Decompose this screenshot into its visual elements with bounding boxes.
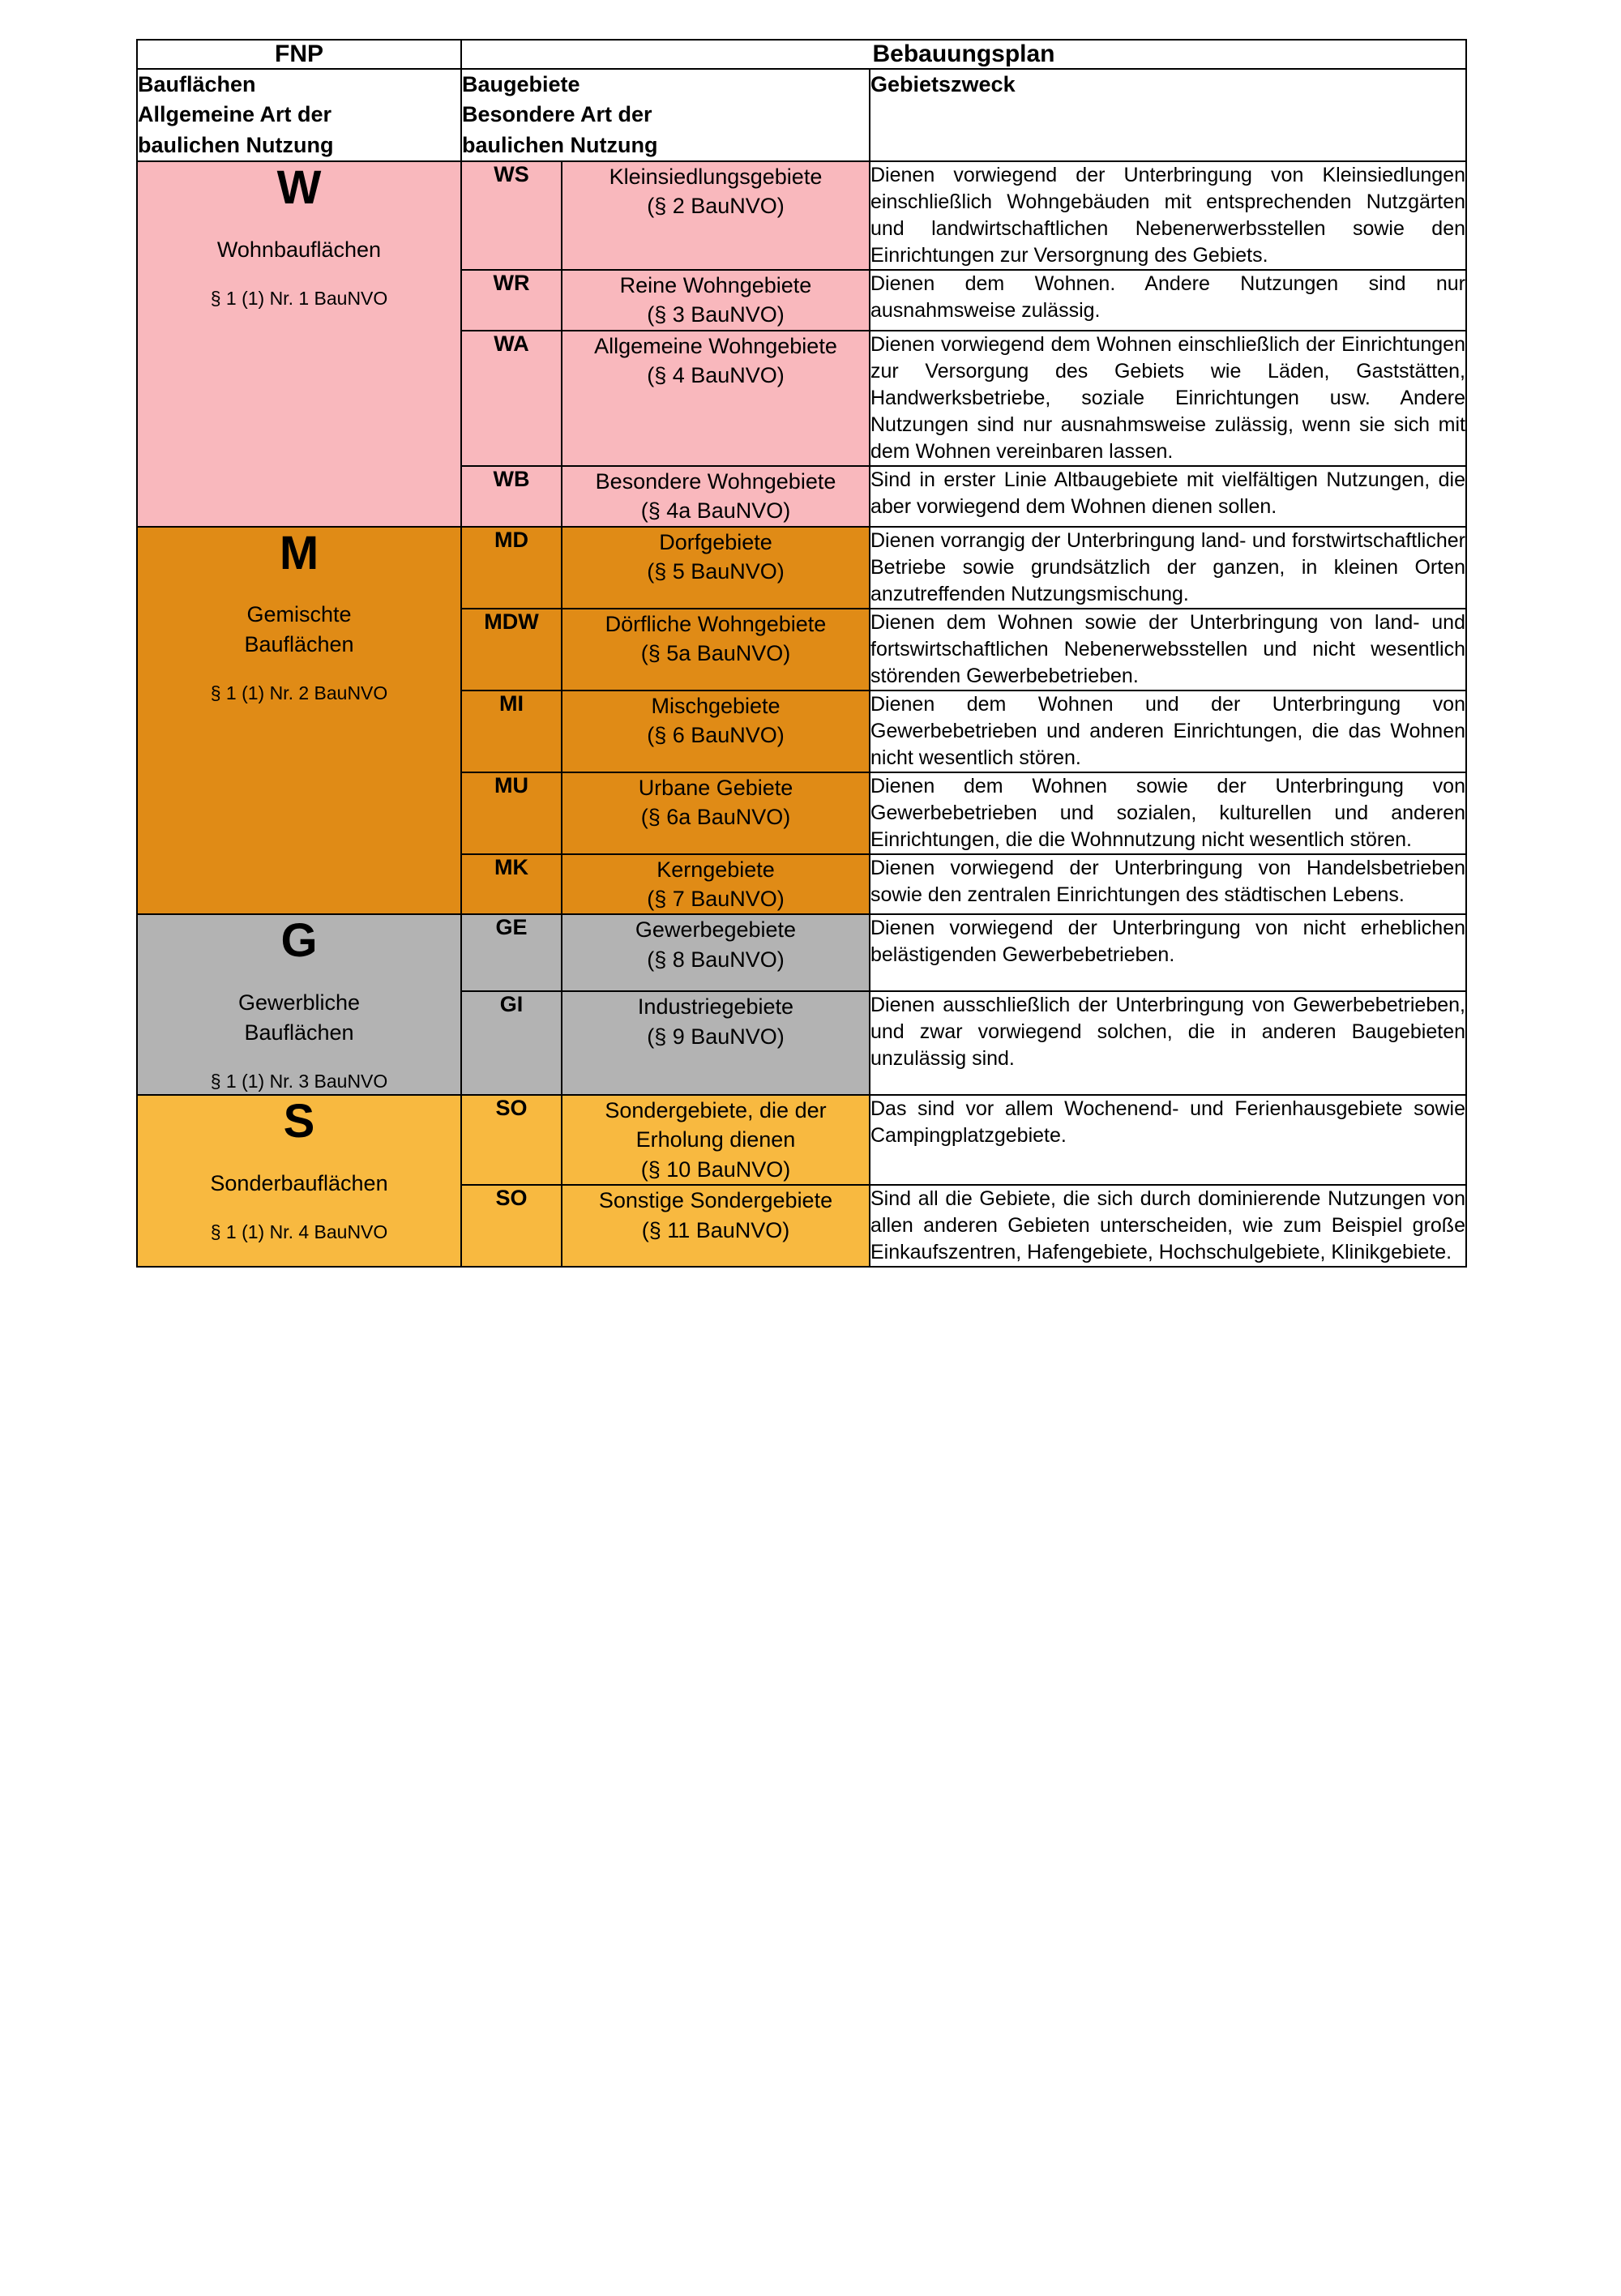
baugebiet-name-line1: Sondergebiete, die der	[605, 1097, 827, 1122]
fnp-letter-m: M	[279, 526, 319, 579]
baugebiet-abbr: WA	[461, 331, 562, 466]
baugebiet-purpose: Das sind vor allem Wochenend- und Ferienhausgebiete sowie Campingplatzgebiete.	[870, 1095, 1466, 1185]
baugebiet-name-line1: Allgemeine Wohngebiete	[594, 333, 837, 358]
baugebiet-name-line2: Erholung dienen	[635, 1127, 796, 1152]
baugebiet-name-line2: (§ 11 BauNVO)	[641, 1217, 790, 1242]
baugebiet-name	[562, 161, 870, 270]
fnp-category-g	[137, 914, 461, 1095]
table-row	[137, 527, 1466, 609]
baugebiet-name	[562, 1185, 870, 1267]
baugebiet-abbr: GE	[461, 914, 562, 991]
baugebiet-purpose: Dienen vorrangig der Unterbringung land- und forstwirtschaftlicher Betriebe sowie grundsätzlich der ganzen, in kleinen Orten anzutreffenden Nutzungsmischung.	[870, 527, 1466, 609]
baugebiet-name-line2: (§ 4a BauNVO)	[640, 498, 791, 524]
table-header-row-1	[137, 40, 1466, 69]
baugebiet-abbr: MD	[461, 527, 562, 609]
fnp-ref-s: § 1 (1) Nr. 4 BauNVO	[210, 1221, 388, 1243]
fnp-title-m-line2: Bauflächen	[244, 631, 354, 656]
table-header-row-2	[137, 69, 1466, 161]
baugebiet-abbr: SO	[461, 1095, 562, 1185]
baugebiet-purpose: Dienen vorwiegend der Unterbringung von nicht erheblichen belästigenden Gewerbebetrieben.	[870, 914, 1466, 991]
baugebiet-name-line1: Kleinsiedlungsgebiete	[609, 164, 823, 189]
fnp-title-g-line1: Gewerbliche	[237, 990, 361, 1015]
baugebiet-purpose: Dienen dem Wohnen und der Unterbringung von Gewerbebetrieben und anderen Einrichtungen, die das Wohnen nicht wesentlich stören.	[870, 691, 1466, 772]
fnp-letter-g: G	[280, 914, 318, 968]
header-bebauungsplan: Bebauungsplan	[461, 40, 1466, 69]
baugebiet-abbr: MK	[461, 854, 562, 915]
baugebiet-abbr: MDW	[461, 609, 562, 691]
baugebiet-abbr: WS	[461, 161, 562, 270]
baugebiet-name	[562, 1095, 870, 1185]
baugebiet-purpose: Dienen dem Wohnen. Andere Nutzungen sind nur ausnahmsweise zulässig.	[870, 270, 1466, 331]
baugebiet-purpose: Dienen vorwiegend dem Wohnen einschließlich der Einrichtungen zur Versorgung des Gebiets wie Läden, Gaststätten, Handwerksbetriebe, soziale Einrichtungen usw. Andere Nutzungen sind nur ausnahmsweise zulässig, wenn sie sich mit dem Wohnen vereinbaren lassen.	[870, 331, 1466, 466]
baugebiet-name-line2: (§ 5 BauNVO)	[647, 558, 785, 584]
baugebiet-purpose: Dienen dem Wohnen sowie der Unterbringung von Gewerbebetrieben und sozialen, kulturellen und anderen Einrichtungen, die die Wohnnutzung nicht wesentlich stören.	[870, 772, 1466, 854]
header-col-gebietszweck: Gebietszweck	[870, 69, 1466, 161]
baugebiet-name	[562, 270, 870, 331]
baugebiet-name-line2: (§ 4 BauNVO)	[647, 363, 785, 388]
header-col-baugebiete-line3: baulichen Nutzung	[462, 132, 658, 157]
baugebiet-name-line1: Dorfgebiete	[659, 529, 772, 554]
baugebiet-name-line2: (§ 5a BauNVO)	[640, 640, 791, 665]
baugebiet-name-line2: (§ 8 BauNVO)	[647, 947, 785, 972]
baugebiet-name	[562, 609, 870, 691]
header-col-bauflaechen-line1: Bauflächen	[138, 72, 256, 96]
baugebiet-name	[562, 691, 870, 772]
baugebiet-name-line2: (§ 7 BauNVO)	[647, 886, 785, 911]
baugebiet-abbr: GI	[461, 991, 562, 1095]
baugebiet-name	[562, 527, 870, 609]
header-col-bauflaechen	[137, 69, 461, 161]
fnp-category-s	[137, 1095, 461, 1267]
baugebiet-abbr: MI	[461, 691, 562, 772]
header-col-baugebiete-line2: Besondere Art der	[462, 102, 652, 127]
baugebiet-name-line1: Urbane Gebiete	[638, 775, 793, 800]
fnp-title-m-line1: Gemischte	[246, 602, 352, 627]
baugebiet-purpose: Dienen ausschließlich der Unterbringung von Gewerbebetrieben, und zwar vorwiegend solchen, die in anderen Baugebieten unzulässig sind.	[870, 991, 1466, 1095]
baugebiet-name-line2: (§ 9 BauNVO)	[647, 1024, 785, 1049]
fnp-title-w: Wohnbauflächen	[216, 237, 382, 262]
baugebiet-name-line2: (§ 3 BauNVO)	[647, 302, 785, 327]
baugebiet-name-line1: Sonstige Sondergebiete	[598, 1188, 833, 1213]
fnp-ref-w: § 1 (1) Nr. 1 BauNVO	[210, 287, 388, 309]
fnp-letter-w: W	[276, 160, 322, 214]
table-row	[137, 1095, 1466, 1185]
baugebiet-name-line2: (§ 6a BauNVO)	[640, 804, 791, 829]
baugebiet-purpose: Dienen vorwiegend der Unterbringung von Kleinsiedlungen einschließlich Wohngebäuden mit entsprechenden Nutzgärten und landwirtschaftlichen Nebenerwerbsstellen sowie den Einrichtungen zur Versorgnung des Gebiets.	[870, 161, 1466, 270]
baugebiet-name-line2: (§ 6 BauNVO)	[647, 722, 785, 747]
baugebiet-name-line1: Reine Wohngebiete	[619, 272, 812, 297]
table-row	[137, 161, 1466, 270]
baugebiet-purpose: Dienen vorwiegend der Unterbringung von Handelsbetrieben sowie den zentralen Einrichtungen des städtischen Lebens.	[870, 854, 1466, 915]
table-row	[137, 914, 1466, 991]
baugebiet-name-line1: Dörfliche Wohngebiete	[605, 611, 827, 636]
baugebiet-name-line3: (§ 10 BauNVO)	[640, 1157, 791, 1182]
header-col-baugebiete-line1: Baugebiete	[462, 72, 580, 96]
fnp-category-m	[137, 527, 461, 915]
fnp-title-m	[138, 600, 460, 659]
baugebiet-name-line1: Besondere Wohngebiete	[595, 468, 836, 494]
header-fnp: FNP	[137, 40, 461, 69]
fnp-letter-s: S	[283, 1094, 315, 1148]
baugebiet-name	[562, 991, 870, 1095]
baugebiet-name-line1: Gewerbegebiete	[635, 917, 797, 943]
baugebiet-name-line1: Industriegebiete	[637, 994, 794, 1020]
baugebiet-purpose: Sind all die Gebiete, die sich durch dominierende Nutzungen von allen anderen Gebieten unterscheiden, wie zum Beispiel große Einkaufszentren, Hafengebiete, Hochschulgebiete, Klinikgebiete.	[870, 1185, 1466, 1267]
fnp-title-g	[138, 988, 460, 1047]
fnp-title-g-line2: Bauflächen	[244, 1020, 354, 1045]
header-col-baugebiete	[461, 69, 870, 161]
header-col-bauflaechen-line3: baulichen Nutzung	[138, 132, 334, 157]
baunvo-table	[136, 39, 1467, 1268]
baugebiet-name	[562, 331, 870, 466]
fnp-ref-g: § 1 (1) Nr. 3 BauNVO	[210, 1071, 388, 1092]
baugebiet-name	[562, 854, 870, 915]
baugebiet-name-line2: (§ 2 BauNVO)	[647, 194, 785, 219]
fnp-title-s: Sonderbauflächen	[210, 1170, 388, 1195]
baugebiet-abbr: WR	[461, 270, 562, 331]
fnp-ref-m: § 1 (1) Nr. 2 BauNVO	[210, 682, 388, 704]
baugebiet-name-line1: Kerngebiete	[657, 857, 775, 882]
baugebiet-name	[562, 772, 870, 854]
baugebiet-purpose: Sind in erster Linie Altbaugebiete mit vielfältigen Nutzungen, die aber vorwiegend dem Wohnen dienen sollen.	[870, 466, 1466, 527]
baugebiet-name-line1: Mischgebiete	[651, 693, 781, 718]
baugebiet-abbr: SO	[461, 1185, 562, 1267]
baugebiet-name	[562, 914, 870, 991]
fnp-category-w	[137, 161, 461, 527]
baugebiet-purpose: Dienen dem Wohnen sowie der Unterbringung von land- und fortswirtschaftlichen Nebenerwebsstellen und nicht wesentlich störenden Gewerbebetrieben.	[870, 609, 1466, 691]
baugebiet-abbr: MU	[461, 772, 562, 854]
baugebiet-abbr: WB	[461, 466, 562, 527]
baugebiet-name	[562, 466, 870, 527]
header-col-bauflaechen-line2: Allgemeine Art der	[138, 102, 332, 127]
